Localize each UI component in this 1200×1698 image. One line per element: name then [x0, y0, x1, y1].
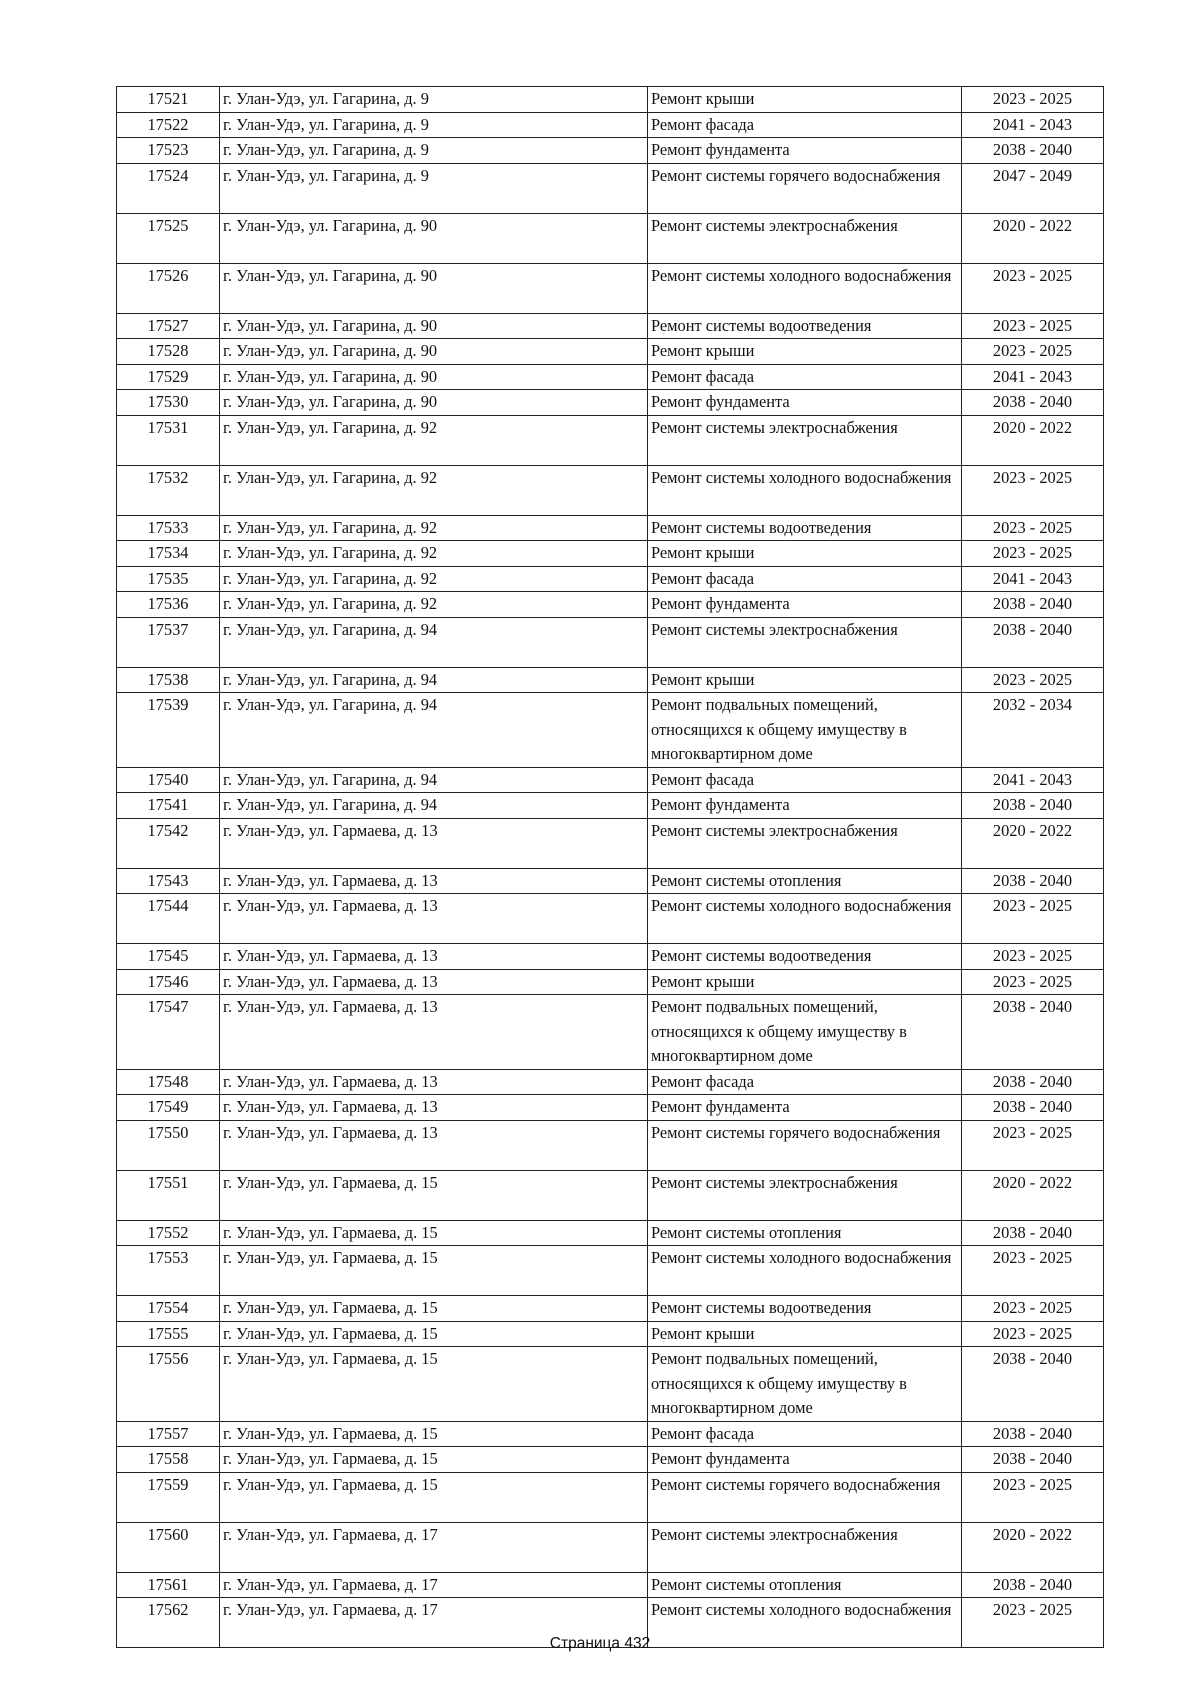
cell-period: 2023 - 2025 [962, 1296, 1104, 1322]
cell-period: 2038 - 2040 [962, 995, 1104, 1070]
cell-number: 17536 [117, 592, 220, 618]
cell-period: 2023 - 2025 [962, 1120, 1104, 1170]
table-row [117, 1321, 1104, 1347]
table-row [117, 1069, 1104, 1095]
cell-period: 2038 - 2040 [962, 868, 1104, 894]
cell-number: 17524 [117, 163, 220, 213]
cell-number: 17532 [117, 465, 220, 515]
cell-number: 17545 [117, 944, 220, 970]
cell-period: 2023 - 2025 [962, 87, 1104, 113]
table-row [117, 1421, 1104, 1447]
cell-period: 2023 - 2025 [962, 515, 1104, 541]
cell-number: 17528 [117, 339, 220, 365]
cell-address: г. Улан-Удэ, ул. Гармаева, д. 13 [220, 1095, 648, 1121]
cell-number: 17529 [117, 364, 220, 390]
cell-work-type: Ремонт подвальных помещений, относящихся к общему имуществу в многоквартирном доме [648, 995, 962, 1070]
cell-address: г. Улан-Удэ, ул. Гармаева, д. 13 [220, 969, 648, 995]
cell-work-type: Ремонт фундамента [648, 793, 962, 819]
table-row [117, 313, 1104, 339]
cell-address: г. Улан-Удэ, ул. Гагарина, д. 90 [220, 390, 648, 416]
cell-address: г. Улан-Удэ, ул. Гармаева, д. 13 [220, 894, 648, 944]
cell-address: г. Улан-Удэ, ул. Гармаева, д. 13 [220, 944, 648, 970]
cell-work-type: Ремонт системы отопления [648, 868, 962, 894]
table-row [117, 868, 1104, 894]
cell-address: г. Улан-Удэ, ул. Гагарина, д. 94 [220, 667, 648, 693]
cell-period: 2038 - 2040 [962, 1220, 1104, 1246]
cell-period: 2020 - 2022 [962, 213, 1104, 263]
cell-address: г. Улан-Удэ, ул. Гагарина, д. 94 [220, 693, 648, 768]
table-row [117, 1220, 1104, 1246]
cell-number: 17540 [117, 767, 220, 793]
table-row [117, 87, 1104, 113]
cell-address: г. Улан-Удэ, ул. Гагарина, д. 92 [220, 592, 648, 618]
cell-period: 2038 - 2040 [962, 1447, 1104, 1473]
cell-address: г. Улан-Удэ, ул. Гагарина, д. 90 [220, 313, 648, 339]
cell-period: 2023 - 2025 [962, 339, 1104, 365]
cell-work-type: Ремонт фасада [648, 1069, 962, 1095]
cell-work-type: Ремонт системы холодного водоснабжения [648, 1246, 962, 1296]
cell-period: 2020 - 2022 [962, 1522, 1104, 1572]
table-row [117, 995, 1104, 1070]
cell-period: 2041 - 2043 [962, 566, 1104, 592]
cell-period: 2023 - 2025 [962, 894, 1104, 944]
cell-number: 17542 [117, 818, 220, 868]
cell-number: 17523 [117, 138, 220, 164]
cell-number: 17530 [117, 390, 220, 416]
cell-address: г. Улан-Удэ, ул. Гармаева, д. 17 [220, 1598, 648, 1648]
cell-number: 17553 [117, 1246, 220, 1296]
cell-period: 2038 - 2040 [962, 138, 1104, 164]
cell-address: г. Улан-Удэ, ул. Гагарина, д. 92 [220, 566, 648, 592]
cell-work-type: Ремонт системы горячего водоснабжения [648, 163, 962, 213]
cell-work-type: Ремонт системы электроснабжения [648, 415, 962, 465]
cell-number: 17555 [117, 1321, 220, 1347]
table-row [117, 515, 1104, 541]
cell-address: г. Улан-Удэ, ул. Гагарина, д. 94 [220, 767, 648, 793]
cell-period: 2023 - 2025 [962, 541, 1104, 567]
table-row [117, 1472, 1104, 1522]
cell-work-type: Ремонт крыши [648, 969, 962, 995]
page-number: Страница 432 [549, 1635, 651, 1652]
cell-work-type: Ремонт системы электроснабжения [648, 213, 962, 263]
cell-number: 17539 [117, 693, 220, 768]
cell-period: 2038 - 2040 [962, 1347, 1104, 1422]
cell-number: 17526 [117, 263, 220, 313]
cell-work-type: Ремонт крыши [648, 667, 962, 693]
cell-period: 2023 - 2025 [962, 1321, 1104, 1347]
cell-address: г. Улан-Удэ, ул. Гагарина, д. 90 [220, 263, 648, 313]
cell-work-type: Ремонт системы отопления [648, 1572, 962, 1598]
cell-number: 17557 [117, 1421, 220, 1447]
table-row [117, 693, 1104, 768]
cell-period: 2020 - 2022 [962, 1170, 1104, 1220]
cell-period: 2041 - 2043 [962, 112, 1104, 138]
cell-period: 2041 - 2043 [962, 767, 1104, 793]
cell-period: 2038 - 2040 [962, 793, 1104, 819]
cell-work-type: Ремонт крыши [648, 87, 962, 113]
cell-work-type: Ремонт подвальных помещений, относящихся к общему имуществу в многоквартирном доме [648, 693, 962, 768]
table-row [117, 465, 1104, 515]
cell-period: 2038 - 2040 [962, 1069, 1104, 1095]
table-row [117, 566, 1104, 592]
cell-work-type: Ремонт системы электроснабжения [648, 617, 962, 667]
table-row [117, 1347, 1104, 1422]
cell-number: 17552 [117, 1220, 220, 1246]
cell-work-type: Ремонт фундамента [648, 138, 962, 164]
cell-work-type: Ремонт подвальных помещений, относящихся к общему имуществу в многоквартирном доме [648, 1347, 962, 1422]
cell-address: г. Улан-Удэ, ул. Гармаева, д. 15 [220, 1220, 648, 1246]
cell-address: г. Улан-Удэ, ул. Гагарина, д. 92 [220, 541, 648, 567]
table-row [117, 818, 1104, 868]
cell-period: 2023 - 2025 [962, 1598, 1104, 1648]
table-row [117, 163, 1104, 213]
cell-work-type: Ремонт крыши [648, 541, 962, 567]
cell-work-type: Ремонт фундамента [648, 390, 962, 416]
table-row [117, 138, 1104, 164]
cell-work-type: Ремонт системы холодного водоснабжения [648, 1598, 962, 1648]
cell-number: 17533 [117, 515, 220, 541]
cell-address: г. Улан-Удэ, ул. Гармаева, д. 17 [220, 1522, 648, 1572]
cell-address: г. Улан-Удэ, ул. Гагарина, д. 9 [220, 87, 648, 113]
cell-number: 17527 [117, 313, 220, 339]
cell-work-type: Ремонт системы отопления [648, 1220, 962, 1246]
table-row [117, 667, 1104, 693]
cell-work-type: Ремонт системы электроснабжения [648, 1170, 962, 1220]
cell-work-type: Ремонт фундамента [648, 1095, 962, 1121]
table-row [117, 617, 1104, 667]
table-row [117, 1522, 1104, 1572]
table-row [117, 1095, 1104, 1121]
cell-period: 2023 - 2025 [962, 1472, 1104, 1522]
table-row [117, 1120, 1104, 1170]
table-row [117, 1447, 1104, 1473]
cell-period: 2032 - 2034 [962, 693, 1104, 768]
table-row [117, 969, 1104, 995]
cell-number: 17538 [117, 667, 220, 693]
cell-work-type: Ремонт системы водоотведения [648, 944, 962, 970]
cell-work-type: Ремонт фундамента [648, 1447, 962, 1473]
cell-number: 17546 [117, 969, 220, 995]
cell-address: г. Улан-Удэ, ул. Гармаева, д. 13 [220, 995, 648, 1070]
cell-address: г. Улан-Удэ, ул. Гармаева, д. 13 [220, 1069, 648, 1095]
cell-address: г. Улан-Удэ, ул. Гармаева, д. 15 [220, 1246, 648, 1296]
cell-address: г. Улан-Удэ, ул. Гагарина, д. 92 [220, 465, 648, 515]
cell-period: 2038 - 2040 [962, 1421, 1104, 1447]
cell-number: 17561 [117, 1572, 220, 1598]
table-row [117, 944, 1104, 970]
cell-work-type: Ремонт крыши [648, 339, 962, 365]
cell-period: 2041 - 2043 [962, 364, 1104, 390]
cell-address: г. Улан-Удэ, ул. Гармаева, д. 15 [220, 1421, 648, 1447]
cell-address: г. Улан-Удэ, ул. Гармаева, д. 13 [220, 818, 648, 868]
cell-number: 17559 [117, 1472, 220, 1522]
cell-work-type: Ремонт системы горячего водоснабжения [648, 1472, 962, 1522]
cell-period: 2023 - 2025 [962, 667, 1104, 693]
cell-work-type: Ремонт системы горячего водоснабжения [648, 1120, 962, 1170]
cell-address: г. Улан-Удэ, ул. Гагарина, д. 90 [220, 213, 648, 263]
table-row [117, 1572, 1104, 1598]
cell-period: 2038 - 2040 [962, 617, 1104, 667]
cell-number: 17534 [117, 541, 220, 567]
cell-work-type: Ремонт системы холодного водоснабжения [648, 465, 962, 515]
cell-number: 17543 [117, 868, 220, 894]
table-row [117, 415, 1104, 465]
cell-period: 2023 - 2025 [962, 1246, 1104, 1296]
cell-work-type: Ремонт фасада [648, 364, 962, 390]
cell-address: г. Улан-Удэ, ул. Гармаева, д. 15 [220, 1472, 648, 1522]
cell-period: 2038 - 2040 [962, 1095, 1104, 1121]
cell-number: 17537 [117, 617, 220, 667]
cell-address: г. Улан-Удэ, ул. Гагарина, д. 9 [220, 163, 648, 213]
cell-work-type: Ремонт крыши [648, 1321, 962, 1347]
cell-period: 2023 - 2025 [962, 465, 1104, 515]
cell-number: 17548 [117, 1069, 220, 1095]
table-row [117, 541, 1104, 567]
cell-address: г. Улан-Удэ, ул. Гагарина, д. 92 [220, 415, 648, 465]
cell-number: 17550 [117, 1120, 220, 1170]
cell-work-type: Ремонт системы холодного водоснабжения [648, 263, 962, 313]
table-row [117, 1170, 1104, 1220]
table-row [117, 364, 1104, 390]
cell-address: г. Улан-Удэ, ул. Гармаева, д. 15 [220, 1347, 648, 1422]
cell-period: 2023 - 2025 [962, 313, 1104, 339]
table-row [117, 767, 1104, 793]
cell-address: г. Улан-Удэ, ул. Гагарина, д. 94 [220, 617, 648, 667]
cell-period: 2038 - 2040 [962, 1572, 1104, 1598]
cell-work-type: Ремонт системы электроснабжения [648, 818, 962, 868]
cell-address: г. Улан-Удэ, ул. Гагарина, д. 90 [220, 364, 648, 390]
cell-number: 17531 [117, 415, 220, 465]
table-row [117, 1296, 1104, 1322]
cell-period: 2038 - 2040 [962, 592, 1104, 618]
cell-address: г. Улан-Удэ, ул. Гагарина, д. 92 [220, 515, 648, 541]
repair-schedule-table [116, 86, 1104, 1648]
cell-work-type: Ремонт фасада [648, 566, 962, 592]
cell-number: 17560 [117, 1522, 220, 1572]
cell-address: г. Улан-Удэ, ул. Гармаева, д. 13 [220, 868, 648, 894]
table-row [117, 112, 1104, 138]
cell-work-type: Ремонт системы холодного водоснабжения [648, 894, 962, 944]
cell-period: 2038 - 2040 [962, 390, 1104, 416]
cell-address: г. Улан-Удэ, ул. Гагарина, д. 90 [220, 339, 648, 365]
table-row [117, 793, 1104, 819]
table-row [117, 894, 1104, 944]
cell-address: г. Улан-Удэ, ул. Гагарина, д. 9 [220, 112, 648, 138]
cell-address: г. Улан-Удэ, ул. Гагарина, д. 94 [220, 793, 648, 819]
cell-period: 2020 - 2022 [962, 415, 1104, 465]
table-row [117, 390, 1104, 416]
cell-number: 17554 [117, 1296, 220, 1322]
cell-address: г. Улан-Удэ, ул. Гармаева, д. 15 [220, 1321, 648, 1347]
cell-number: 17562 [117, 1598, 220, 1648]
cell-number: 17522 [117, 112, 220, 138]
cell-period: 2023 - 2025 [962, 263, 1104, 313]
table-row [117, 1246, 1104, 1296]
table-row [117, 339, 1104, 365]
table-row [117, 592, 1104, 618]
cell-address: г. Улан-Удэ, ул. Гармаева, д. 17 [220, 1572, 648, 1598]
cell-work-type: Ремонт системы водоотведения [648, 1296, 962, 1322]
cell-work-type: Ремонт фундамента [648, 592, 962, 618]
cell-number: 17544 [117, 894, 220, 944]
cell-address: г. Улан-Удэ, ул. Гагарина, д. 9 [220, 138, 648, 164]
cell-number: 17541 [117, 793, 220, 819]
cell-period: 2020 - 2022 [962, 818, 1104, 868]
cell-period: 2023 - 2025 [962, 969, 1104, 995]
cell-number: 17521 [117, 87, 220, 113]
cell-period: 2023 - 2025 [962, 944, 1104, 970]
cell-work-type: Ремонт фасада [648, 767, 962, 793]
cell-address: г. Улан-Удэ, ул. Гармаева, д. 15 [220, 1170, 648, 1220]
cell-number: 17558 [117, 1447, 220, 1473]
cell-address: г. Улан-Удэ, ул. Гармаева, д. 13 [220, 1120, 648, 1170]
cell-period: 2047 - 2049 [962, 163, 1104, 213]
cell-number: 17535 [117, 566, 220, 592]
cell-work-type: Ремонт фасада [648, 112, 962, 138]
cell-address: г. Улан-Удэ, ул. Гармаева, д. 15 [220, 1296, 648, 1322]
table-row [117, 263, 1104, 313]
cell-address: г. Улан-Удэ, ул. Гармаева, д. 15 [220, 1447, 648, 1473]
cell-number: 17547 [117, 995, 220, 1070]
cell-work-type: Ремонт системы водоотведения [648, 515, 962, 541]
cell-work-type: Ремонт системы водоотведения [648, 313, 962, 339]
cell-work-type: Ремонт фасада [648, 1421, 962, 1447]
table-row [117, 213, 1104, 263]
cell-work-type: Ремонт системы электроснабжения [648, 1522, 962, 1572]
cell-number: 17549 [117, 1095, 220, 1121]
cell-number: 17556 [117, 1347, 220, 1422]
cell-number: 17551 [117, 1170, 220, 1220]
table-body [117, 87, 1104, 1648]
cell-number: 17525 [117, 213, 220, 263]
